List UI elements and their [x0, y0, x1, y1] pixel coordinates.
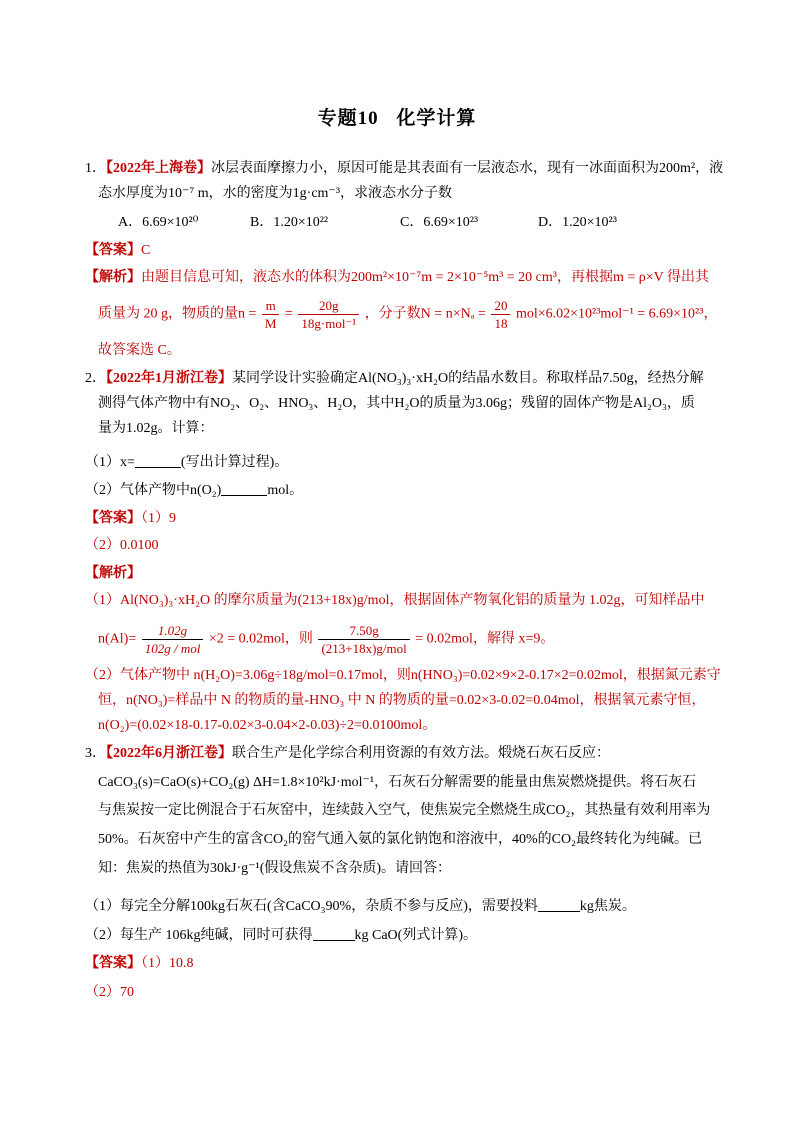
q3-sub1-blank: [538, 897, 580, 912]
q2-frac2-den: (213+18x)g/mol: [321, 641, 407, 656]
q1-frac2-den: 18g·mol⁻¹: [301, 316, 357, 331]
q1-answer-line: [85, 240, 150, 262]
q3-source: 【2022年6月浙江卷】: [106, 746, 232, 761]
page-title: [0, 103, 794, 130]
q2-frac1-den: 102g / mol: [144, 641, 201, 656]
q3-answer-line-2: [85, 982, 134, 1004]
q3-answer-tag: 【答案】: [85, 956, 141, 971]
q1-fraction-m-over-M: [262, 297, 280, 332]
q3-answer-1: （1）10.8: [141, 956, 194, 971]
q3-sub-question-2: [85, 925, 477, 947]
q1-analysis-line-2: [98, 297, 717, 332]
q1-analysis-2-post: mol×6.02×10²³mol⁻¹ = 6.69×10²³，: [515, 306, 718, 322]
q1-frac3-den: 18: [494, 316, 508, 331]
q2-fraction-sample-moles: [318, 622, 409, 657]
q1-analysis-line-3: [98, 340, 181, 362]
q3-stem-2: CaCO₃(s)=CaO(s)+CO₂(g) ΔH=1.8×10²kJ·mol⁻¹，石灰石分解需要的能量由焦炭燃烧提供。将石灰石: [98, 775, 697, 790]
q1-option-d: D．1.20×10²³: [538, 215, 617, 230]
q1-option-b: B．1.20×10²²: [250, 215, 329, 230]
q2-answer-line-1: [85, 508, 176, 530]
q3-stem-line-5: [98, 858, 451, 880]
q1-frac2-num: 20g: [298, 297, 359, 315]
q3-number: 3．: [85, 746, 106, 761]
q1-stem-line-1: [85, 158, 723, 180]
q3-sub2-post: kg CaO(列式计算)。: [354, 928, 477, 943]
q1-stem-2: 态水厚度为10⁻⁷ m，水的密度为1g·cm⁻³，求液态水分子数: [98, 186, 453, 201]
q2-stem-line-1: [85, 368, 704, 390]
q3-stem-4: 50%。石灰窑中产生的富含CO₂的窑气通入氨的氯化钠饱和溶液中，40%的CO₂最终转化为纯碱。已: [98, 832, 702, 847]
q1-analysis-1: 由题目信息可知，液态水的体积为200m²×10⁻⁷m = 2×10⁻⁵m³ = 20 cm³，再根据m = ρ×V 得出其: [141, 270, 710, 285]
q2-stem-1: 某同学设计实验确定Al(NO₃)₃·xH₂O的结晶水数目。称取样品7.50g，经热分解: [232, 371, 704, 386]
q3-sub2-blank: [313, 926, 355, 941]
q2-stem-line-2: [98, 393, 695, 415]
q3-stem-1: 联合生产是化学综合利用资源的有效方法。煅烧石灰石反应：: [232, 746, 610, 761]
q3-stem-line-2: [98, 772, 696, 794]
q3-stem-line-1: [85, 743, 610, 765]
q1-analysis-2-pre: 质量为 20 g，物质的量n =: [98, 306, 257, 322]
q3-answer-2: （2）70: [85, 985, 134, 1000]
q2-fraction-al-moles: [142, 622, 204, 657]
q3-stem-line-3: [98, 800, 710, 822]
q2-stem-2: 测得气体产物中有NO₂、O₂、HNO₃、H₂O，其中H₂O的质量为3.06g；残留的固体产物是Al₂O₃，质: [98, 396, 695, 411]
q2-frac1-num: 1.02g: [142, 622, 204, 640]
q1-options: [118, 212, 617, 234]
q1-frac3-num: 20: [491, 297, 510, 315]
q3-sub2-pre: （2）每生产 106kg纯碱，同时可获得: [85, 928, 313, 943]
q2-analysis-tag-line: [85, 563, 141, 585]
q1-frac1-num: m: [262, 297, 280, 315]
q3-stem-line-4: [98, 829, 702, 851]
q2-sub2-post: mol。: [267, 483, 304, 498]
q1-frac1-den: M: [264, 316, 277, 331]
q1-option-c: C．6.69×10²³: [400, 215, 479, 230]
q2-analysis-2-text-2: 恒，n(NO₃)=样品中 N 的物质的量-HNO₃ 中 N 的物质的量=0.02×3-0.02=0.04mol，根据氧元素守恒，: [98, 693, 706, 708]
q3-sub1-post: kg焦炭。: [579, 899, 636, 914]
q3-sub-question-1: [85, 896, 636, 918]
q1-fraction-mass-over-molar: [298, 297, 359, 332]
q2-analysis-2-text-1: （2）气体产物中 n(H₂O)=3.06g÷18g/mol=0.17mol，则n(HNO₃)=0.02×9×2-0.17×2=0.02mol，根据氮元素守: [85, 668, 721, 683]
q2-analysis-2-line-2: [98, 690, 706, 712]
q2-sub2-pre: （2）气体产物中n(O₂): [85, 483, 222, 498]
q1-analysis-2-eq: =: [284, 306, 293, 322]
q2-analysis-1-mid: ×2 = 0.02mol，则: [208, 631, 313, 647]
q1-source: 【2022年上海卷】: [106, 161, 211, 176]
q3-sub1-pre: （1）每完全分解100kg石灰石(含CaCO₃90%，杂质不参与反应)，需要投料: [85, 899, 538, 914]
q2-analysis-1-post: = 0.02mol，解得 x=9。: [415, 631, 555, 647]
q2-sub1-blank: [135, 453, 181, 468]
q3-stem-5: 知：焦炭的热值为30kJ·g⁻¹(假设焦炭不含杂质)。请回答：: [98, 861, 452, 876]
q1-analysis-line-1: [85, 267, 709, 289]
q1-stem-line-2: [98, 183, 452, 205]
topic-number: 专题10: [317, 108, 379, 129]
q1-fraction-20-over-18: [491, 297, 510, 332]
q2-analysis-1-line-2: [98, 622, 554, 657]
q2-analysis-tag: 【解析】: [85, 566, 141, 581]
q2-source: 【2022年1月浙江卷】: [106, 371, 232, 386]
q2-sub-question-1: [85, 452, 288, 474]
q2-analysis-1-pre: n(Al)=: [98, 631, 137, 647]
q2-answer-1: （1）9: [141, 511, 176, 526]
q2-sub1-pre: （1）x=: [85, 455, 135, 470]
q2-analysis-1-line-1: [85, 590, 704, 612]
q1-analysis-tag: 【解析】: [85, 270, 141, 285]
q3-answer-line-1: [85, 953, 194, 975]
q1-answer-tag: 【答案】: [85, 243, 141, 258]
topic-name: 化学计算: [396, 108, 477, 129]
q3-stem-3: 与焦炭按一定比例混合于石灰窑中，连续鼓入空气，使焦炭完全燃烧生成CO₂，其热量有效利用率为: [98, 803, 711, 818]
q2-sub2-blank: [221, 481, 267, 496]
q1-stem-1: 冰层表面摩擦力小，原因可能是其表面有一层液态水，现有一冰面面积为200m²，液: [211, 161, 724, 176]
q2-analysis-2-text-3: n(O₂)=(0.02×18-0.17-0.02×3-0.04×2-0.03)÷2=0.0100mol。: [98, 718, 437, 733]
q2-analysis-1-text: （1）Al(NO₃)₃·xH₂O 的摩尔质量为(213+18x)g/mol，根据固体产物氧化铝的质量为 1.02g，可知样品中: [85, 593, 705, 608]
q2-frac2-num: 7.50g: [318, 622, 409, 640]
q2-sub1-post: (写出计算过程)。: [180, 455, 289, 470]
q2-answer-tag: 【答案】: [85, 511, 141, 526]
q2-stem-3: 量为1.02g。计算：: [98, 421, 214, 436]
q2-sub-question-2: [85, 480, 303, 502]
q2-answer-2: （2）0.0100: [85, 538, 159, 553]
q1-answer: C: [141, 243, 151, 258]
q1-analysis-3: 故答案选 C。: [98, 343, 181, 358]
q1-number: 1．: [85, 161, 106, 176]
q2-analysis-2-line-3: [98, 715, 436, 737]
q2-stem-line-3: [98, 418, 214, 440]
q2-analysis-2-line-1: [85, 665, 721, 687]
q1-option-a: A．6.69×10²⁰: [118, 215, 199, 230]
q1-analysis-2-mid: ，分子数N = n×Nₐ =: [364, 306, 486, 322]
q2-answer-line-2: [85, 535, 159, 557]
q2-number: 2．: [85, 371, 106, 386]
